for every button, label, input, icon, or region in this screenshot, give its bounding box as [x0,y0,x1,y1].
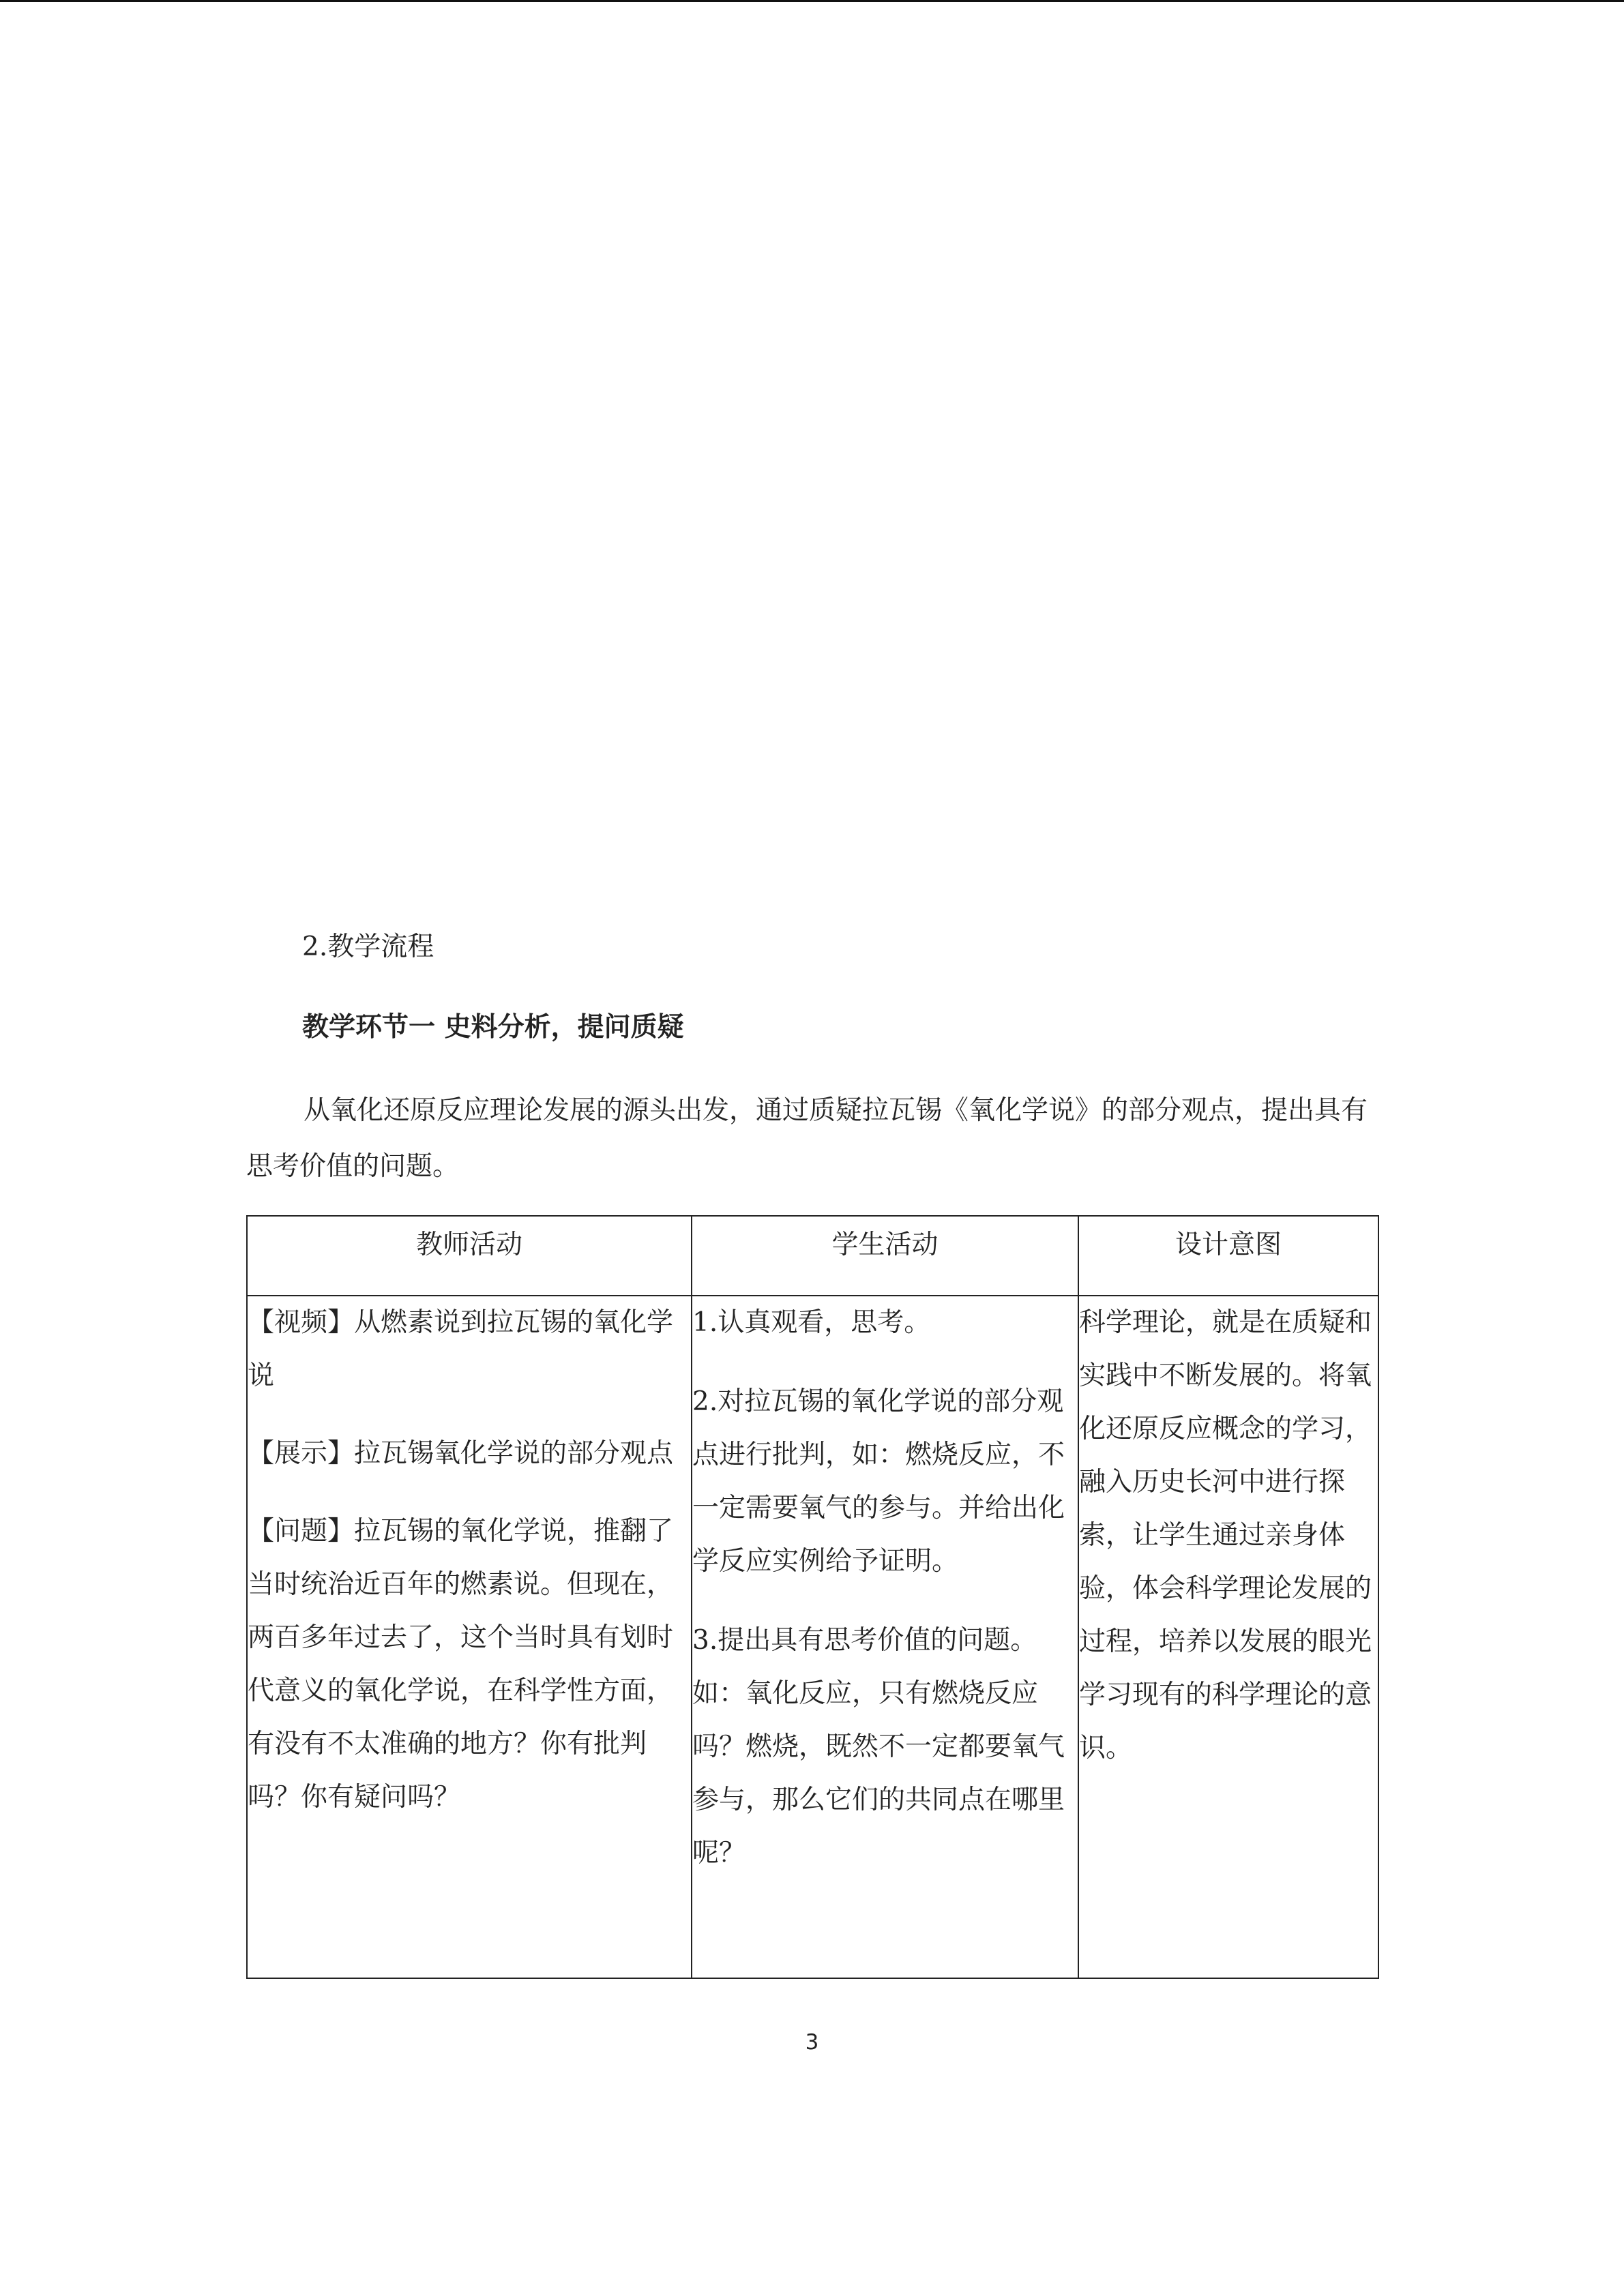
teacher-item-display: 【展示】拉瓦锡氧化学说的部分观点 [248,1438,674,1469]
header-teacher-activity: 教师活动 [247,1216,692,1296]
teaching-flow-table [246,1215,1379,1979]
page-number: 3 [805,2030,819,2055]
student-item-2: 2.对拉瓦锡的氧化学说的部分观点进行批判，如：燃烧反应，不一定需要氧气的参与。并给出化学反应实例给予证明。 [692,1386,1065,1577]
student-activity-cell [692,1296,1078,1978]
student-item-1: 1.认真观看，思考。 [692,1307,931,1338]
header-design-intent: 设计意图 [1078,1216,1378,1296]
intro-paragraph: 从氧化还原反应理论发展的源头出发，通过质疑拉瓦锡《氧化学说》的部分观点，提出具有思考价值的问题。 [246,1095,1368,1182]
top-border-line [0,0,1624,2]
section-title: 2.教学流程 [302,931,434,962]
table-header-row [247,1216,1378,1296]
teacher-item-video: 【视频】从燃素说到拉瓦锡的氧化学说 [248,1307,674,1391]
teacher-item-question: 【问题】拉瓦锡的氧化学说，推翻了当时统治近百年的燃素说。但现在，两百多年过去了，这个当时具有划时代意义的氧化学说，在科学性方面，有没有不太准确的地方？你有批判吗？你有疑问吗？ [248,1516,674,1813]
step-title: 教学环节一 史料分析，提问质疑 [302,1011,684,1043]
teacher-activity-cell [247,1296,692,1978]
design-intent-text: 科学理论，就是在质疑和实践中不断发展的。将氧化还原反应概念的学习，融入历史长河中进行探索，让学生通过亲身体验，体会科学理论发展的过程，培养以发展的眼光学习现有的科学理论的意识。 [1079,1307,1372,1763]
table-row [247,1296,1378,1978]
header-student-activity: 学生活动 [692,1216,1078,1296]
design-intent-cell [1078,1296,1378,1978]
student-item-3: 3.提出具有思考价值的问题。如：氧化反应，只有燃烧反应吗？燃烧，既然不一定都要氧气参与，那么它们的共同点在哪里呢？ [692,1625,1065,1868]
